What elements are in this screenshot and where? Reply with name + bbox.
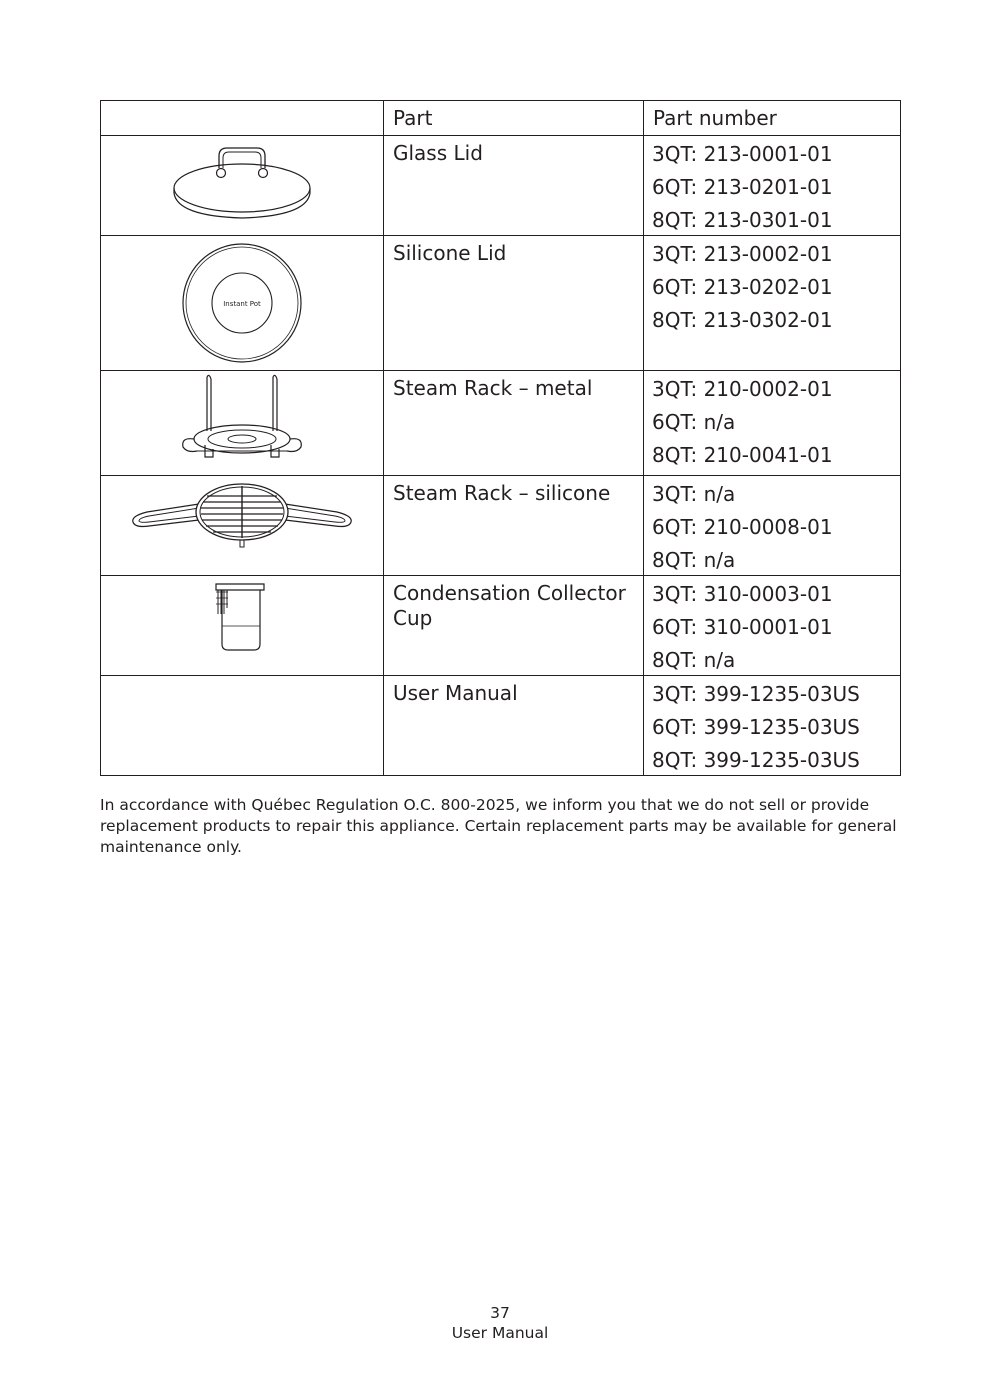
image-cell <box>101 371 384 476</box>
silicone-lid-icon <box>177 236 307 368</box>
part-number-8qt: 8QT: n/a <box>652 548 736 572</box>
part-name: Silicone Lid <box>393 241 507 265</box>
part-name: Steam Rack – silicone <box>393 481 611 505</box>
part-number-8qt: 8QT: 399-1235-03US <box>652 748 860 772</box>
parts-table <box>100 100 901 776</box>
part-number-cell <box>644 371 901 476</box>
header-part: Part <box>384 101 644 136</box>
image-cell <box>101 136 384 236</box>
table-row <box>101 676 901 776</box>
part-number-8qt: 8QT: 213-0302-01 <box>652 308 833 332</box>
part-number-8qt: 8QT: n/a <box>652 648 736 672</box>
part-cell <box>384 576 644 676</box>
part-number-cell <box>644 476 901 576</box>
part-number-6qt: 6QT: 399-1235-03US <box>652 715 860 739</box>
part-number-6qt: 6QT: n/a <box>652 410 736 434</box>
page-number: 37 <box>490 1304 510 1322</box>
part-name: User Manual <box>393 681 518 705</box>
part-number-3qt: 3QT: 213-0001-01 <box>652 142 833 166</box>
part-number-6qt: 6QT: 210-0008-01 <box>652 515 833 539</box>
part-number-cell <box>644 136 901 236</box>
table-header-row <box>101 101 901 136</box>
image-cell <box>101 676 384 776</box>
part-cell <box>384 136 644 236</box>
part-number-3qt: 3QT: 210-0002-01 <box>652 377 833 401</box>
header-image <box>101 101 384 136</box>
footer-label: User Manual <box>451 1324 549 1342</box>
steam-rack-metal-icon <box>177 371 307 471</box>
table-row <box>101 136 901 236</box>
part-number-8qt: 8QT: 213-0301-01 <box>652 208 833 232</box>
part-number-3qt: 3QT: n/a <box>652 482 736 506</box>
part-name: Glass Lid <box>393 141 483 165</box>
part-cell <box>384 371 644 476</box>
table-row <box>101 576 901 676</box>
part-number-3qt: 3QT: 399-1235-03US <box>652 682 860 706</box>
part-number-cell <box>644 236 901 371</box>
part-number-cell <box>644 676 901 776</box>
part-number-3qt: 3QT: 213-0002-01 <box>652 242 833 266</box>
header-part-number: Part number <box>644 101 901 136</box>
part-cell <box>384 476 644 576</box>
part-name: Condensation Collector Cup <box>393 581 626 630</box>
condensation-cup-icon <box>202 576 282 671</box>
part-number-3qt: 3QT: 310-0003-01 <box>652 582 833 606</box>
steam-rack-silicone-icon <box>127 476 357 556</box>
regulation-footnote: In accordance with Québec Regulation O.C. 800-2025, we inform you that we do not sell or provide replacement products to repair this appliance. Certain replacement parts may be available for general maintenance only. <box>100 796 897 856</box>
table-row <box>101 371 901 476</box>
glass-lid-icon <box>167 136 317 231</box>
part-cell <box>384 676 644 776</box>
part-number-6qt: 6QT: 310-0001-01 <box>652 615 833 639</box>
part-number-cell <box>644 576 901 676</box>
part-name: Steam Rack – metal <box>393 376 593 400</box>
silicone-lid-logo-text: Instant Pot <box>223 300 261 308</box>
image-cell <box>101 476 384 576</box>
table-row <box>101 476 901 576</box>
part-number-6qt: 6QT: 213-0201-01 <box>652 175 833 199</box>
image-cell <box>101 576 384 676</box>
part-number-8qt: 8QT: 210-0041-01 <box>652 443 833 467</box>
image-cell <box>101 236 384 371</box>
part-cell <box>384 236 644 371</box>
part-number-6qt: 6QT: 213-0202-01 <box>652 275 833 299</box>
table-row <box>101 236 901 371</box>
page-footer <box>0 1303 1000 1343</box>
